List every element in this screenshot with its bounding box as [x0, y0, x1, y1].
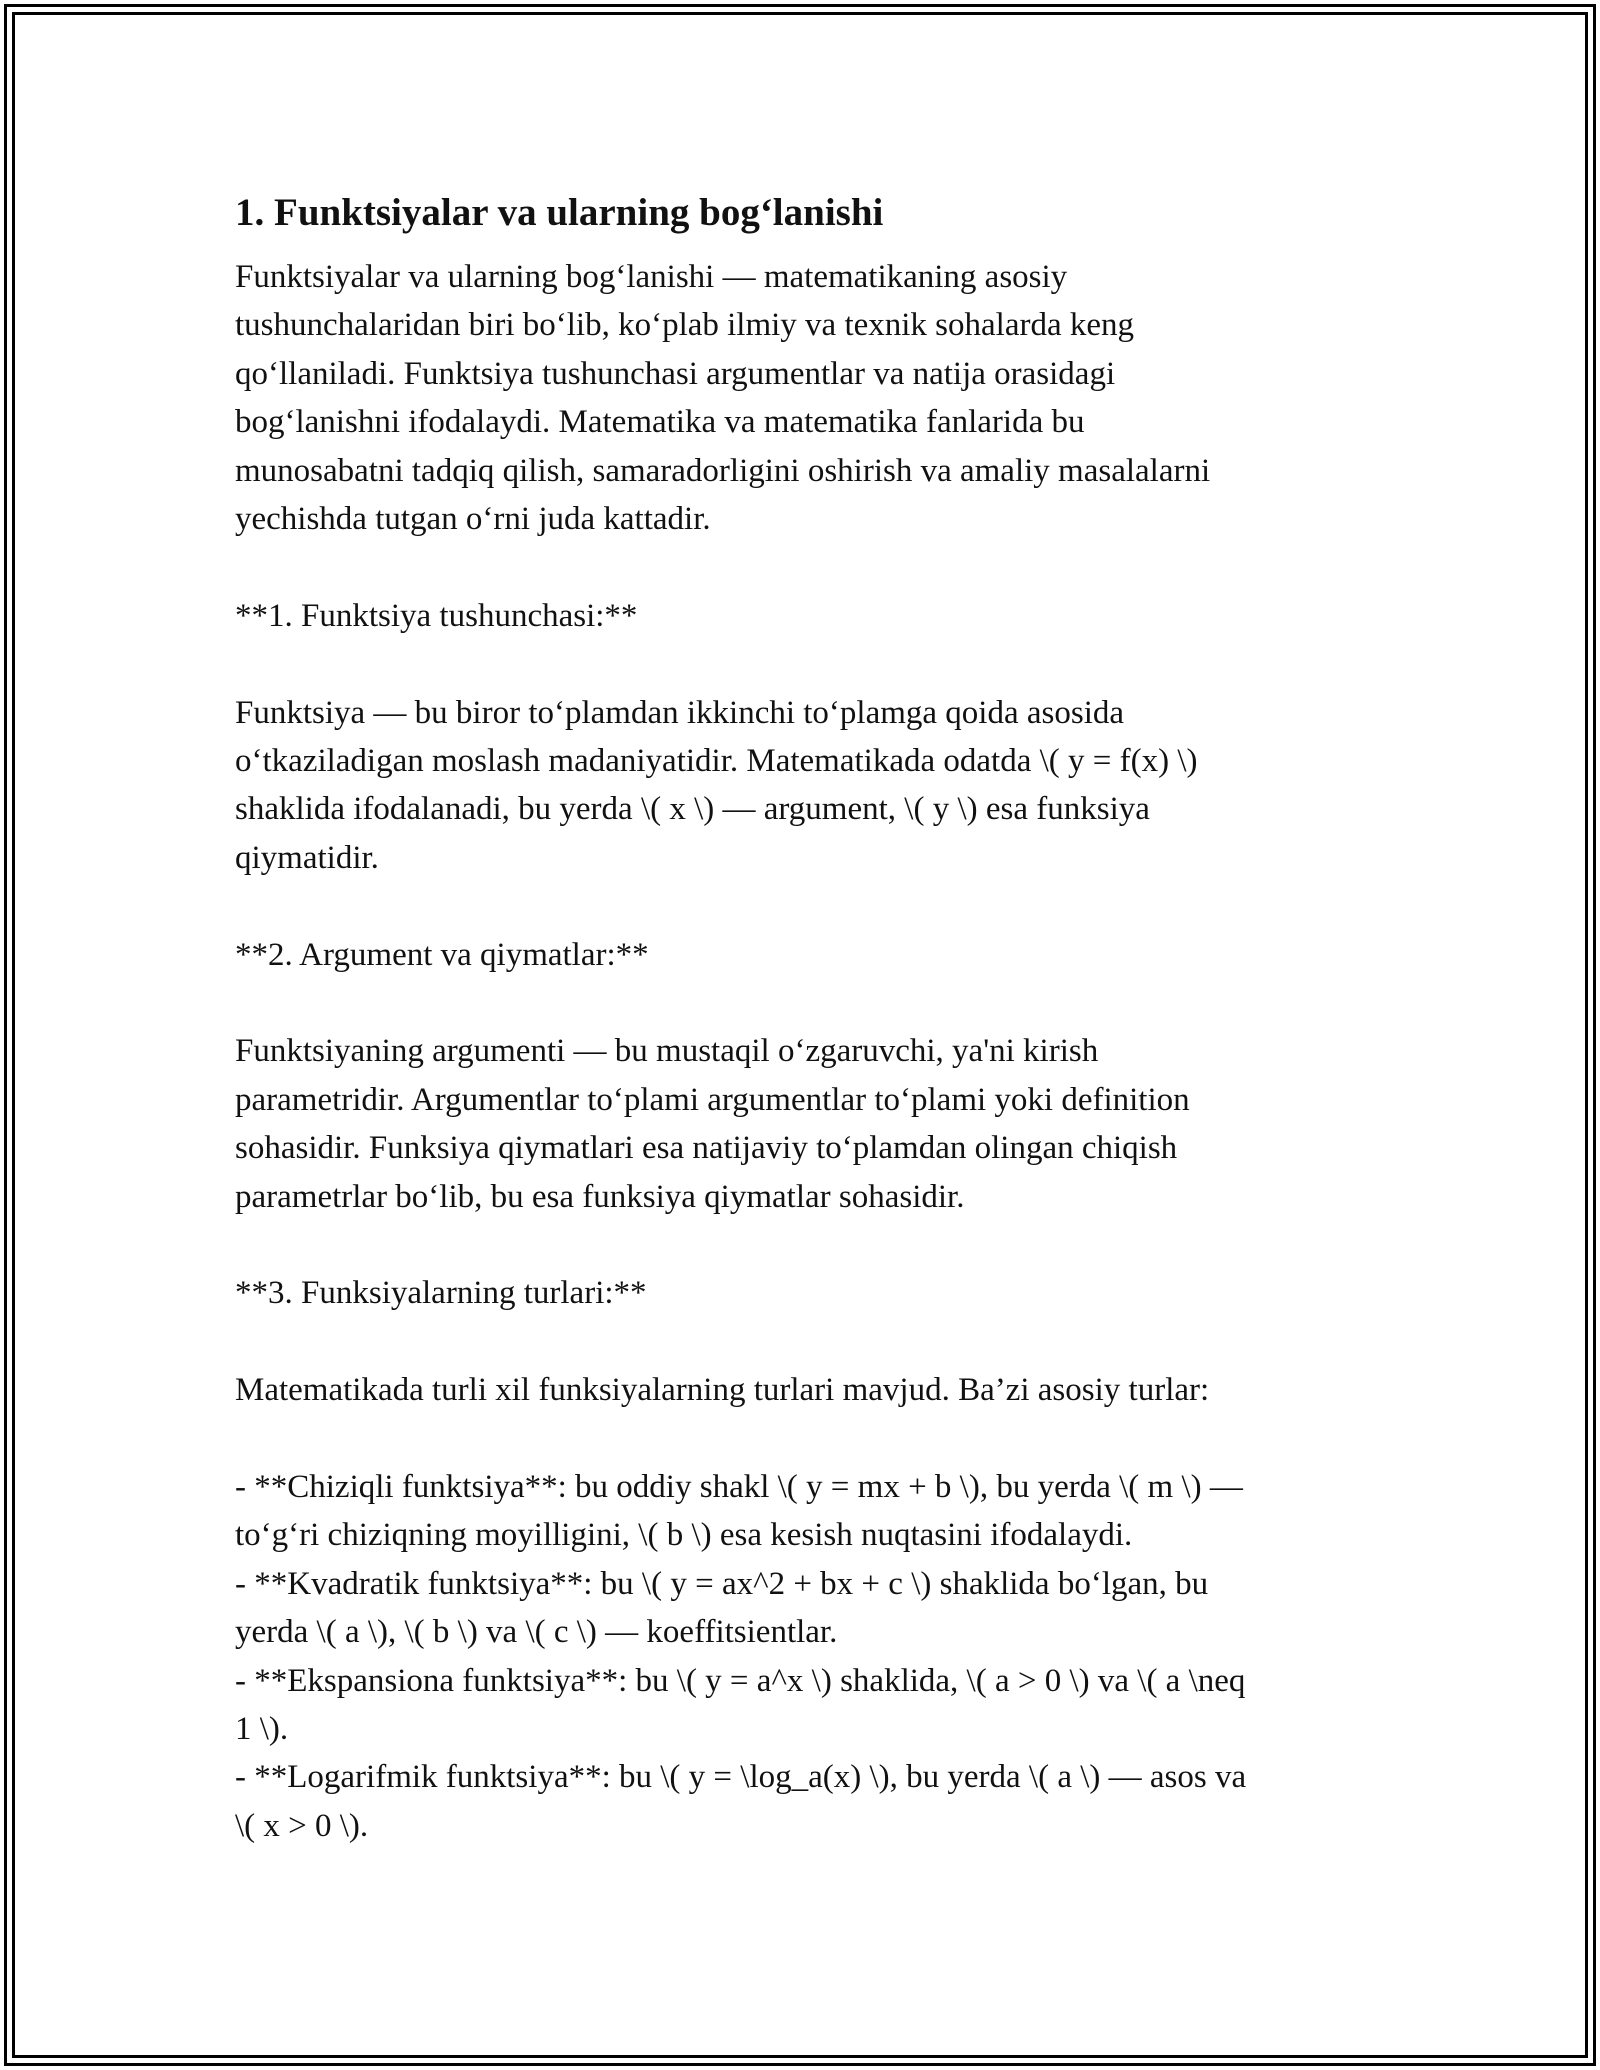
- list-item-line: to‘g‘ri chiziqning moyilligini, \( b \) esa kesish nuqtasini ifodalaydi.: [235, 1517, 1133, 1554]
- text-line: Funktsiyaning argumenti — bu mustaqil o‘zgaruvchi, ya'ni kirish: [235, 1033, 1099, 1070]
- argument-va-qiymatlar-paragraph: [235, 1027, 1375, 1221]
- list-item-line: \( x > 0 \).: [235, 1807, 369, 1844]
- text-line: sohasidir. Funksiya qiymatlari esa natijaviy to‘plamdan olingan chiqish: [235, 1130, 1178, 1167]
- text-line: qiymatidir.: [235, 839, 379, 876]
- list-item-line: - **Kvadratik funktsiya**: bu \( y = ax^2 + bx + c \) shaklida bo‘lgan, bu: [235, 1565, 1209, 1602]
- text-line: Matematikada turli xil funksiyalarning turlari mavjud. Ba’zi asosiy turlar:: [235, 1372, 1210, 1409]
- list-item-line: 1 \).: [235, 1711, 289, 1748]
- text-line: munosabatni tadqiq qilish, samaradorligini oshirish va amaliy masalalarni: [235, 452, 1211, 489]
- funktsiya-tushunchasi-paragraph: [235, 689, 1375, 883]
- text-line: qo‘llaniladi. Funktsiya tushunchasi argumentlar va natija orasidagi: [235, 355, 1116, 392]
- text-line: tushunchalaridan biri bo‘lib, ko‘plab ilmiy va texnik sohalarda keng: [235, 307, 1135, 344]
- section-heading-funksiyalarning-turlari: [235, 1269, 1375, 1317]
- text-line: yechishda tutgan o‘rni juda kattadir.: [235, 501, 711, 538]
- function-types-list: [235, 1463, 1375, 1850]
- text-line: bog‘lanishni ifodalaydi. Matematika va matematika fanlarida bu: [235, 404, 1085, 441]
- section-heading-funktsiya-tushunchasi: [235, 592, 1375, 640]
- text-line: parametridir. Argumentlar to‘plami argumentlar to‘plami yoki definition: [235, 1081, 1190, 1118]
- funksiyalarning-turlari-paragraph: [235, 1366, 1375, 1414]
- text-line: o‘tkaziladigan moslash madaniyatidir. Matematikada odatda \( y = f(x) \): [235, 743, 1198, 780]
- list-item-line: yerda \( a \), \( b \) va \( c \) — koeffitsientlar.: [235, 1614, 838, 1651]
- list-item-line: - **Logarifmik funktsiya**: bu \( y = \log_a(x) \), bu yerda \( a \) — asos va: [235, 1759, 1247, 1796]
- text-line: parametrlar bo‘lib, bu esa funksiya qiymatlar sohasidir.: [235, 1178, 965, 1215]
- list-item-line: - **Chiziqli funktsiya**: bu oddiy shakl \( y = mx + b \), bu yerda \( m \) —: [235, 1469, 1243, 1506]
- document-body: [235, 185, 1375, 1899]
- text-line: Funktsiya — bu biror to‘plamdan ikkinchi to‘plamga qoida asosida: [235, 694, 1125, 731]
- intro-paragraph: [235, 253, 1375, 543]
- text-line: **1. Funktsiya tushunchasi:**: [235, 597, 638, 634]
- text-line: shaklida ifodalanadi, bu yerda \( x \) — argument, \( y \) esa funksiya: [235, 791, 1150, 828]
- section-heading-argument-va-qiymatlar: [235, 931, 1375, 979]
- text-line: **2. Argument va qiymatlar:**: [235, 936, 649, 973]
- document-title: 1. Funktsiyalar va ularning bog‘lanishi: [235, 191, 884, 234]
- list-item-line: - **Ekspansiona funktsiya**: bu \( y = a^x \) shaklida, \( a > 0 \) va \( a \neq: [235, 1662, 1246, 1699]
- text-line: **3. Funksiyalarning turlari:**: [235, 1275, 647, 1312]
- text-line: Funktsiyalar va ularning bog‘lanishi — matematikaning asosiy: [235, 259, 1068, 295]
